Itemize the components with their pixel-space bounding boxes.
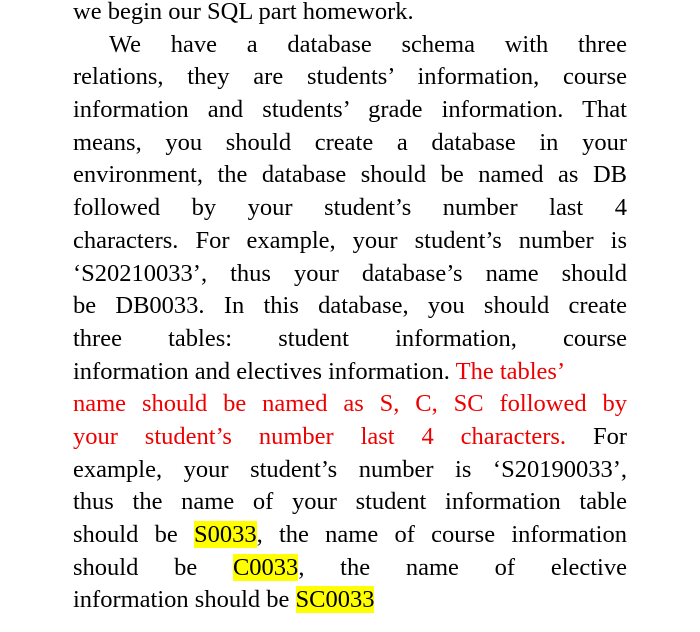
text-line: [73, 552, 627, 585]
document-body: [73, 0, 627, 617]
text-segment: For: [566, 422, 627, 450]
highlighted-table-name-c: C0033: [232, 553, 299, 581]
red-emphasis-line: name should be named as S, C, SC followed by: [73, 390, 627, 418]
text-line: [73, 519, 627, 552]
text-line: be DB0033. In this database, you should create: [73, 292, 627, 320]
highlighted-table-name-s: S0033: [193, 521, 257, 548]
text-segment: should be: [73, 553, 233, 581]
text-line: [73, 421, 627, 454]
highlighted-table-name-sc: SC0033: [295, 586, 375, 614]
text-line: environment, the database should be named as DB: [73, 161, 627, 189]
text-line: followed by your student’s number last 4: [73, 194, 627, 222]
text-line: [73, 356, 627, 389]
text-segment: information and electives information.: [73, 357, 456, 385]
text-segment: information should be: [73, 586, 296, 614]
text-line: relations, they are students’ information, course: [73, 63, 627, 91]
text-line: [73, 584, 627, 617]
text-segment: , the name of course information: [256, 521, 627, 548]
text-segment: , the name of elective: [298, 553, 627, 581]
red-emphasis-text: your student’s number last 4 characters.: [73, 422, 567, 450]
text-line: characters. For example, your student’s number is: [73, 226, 627, 254]
text-line: thus the name of your student information table: [73, 488, 627, 516]
red-emphasis-text: The tables’: [455, 357, 566, 385]
text-line: means, you should create a database in your: [73, 128, 627, 156]
text-segment: should be: [73, 521, 194, 548]
text-line: three tables: student information, course: [73, 324, 627, 352]
text-line: we begin our SQL part homework.: [73, 0, 414, 25]
paragraph-start-line: We have a database schema with three: [109, 30, 627, 58]
text-line: example, your student’s number is ‘S20190033’,: [73, 455, 627, 483]
text-line: information and students’ grade information. That: [73, 96, 627, 124]
text-line: ‘S20210033’, thus your database’s name should: [73, 259, 627, 287]
